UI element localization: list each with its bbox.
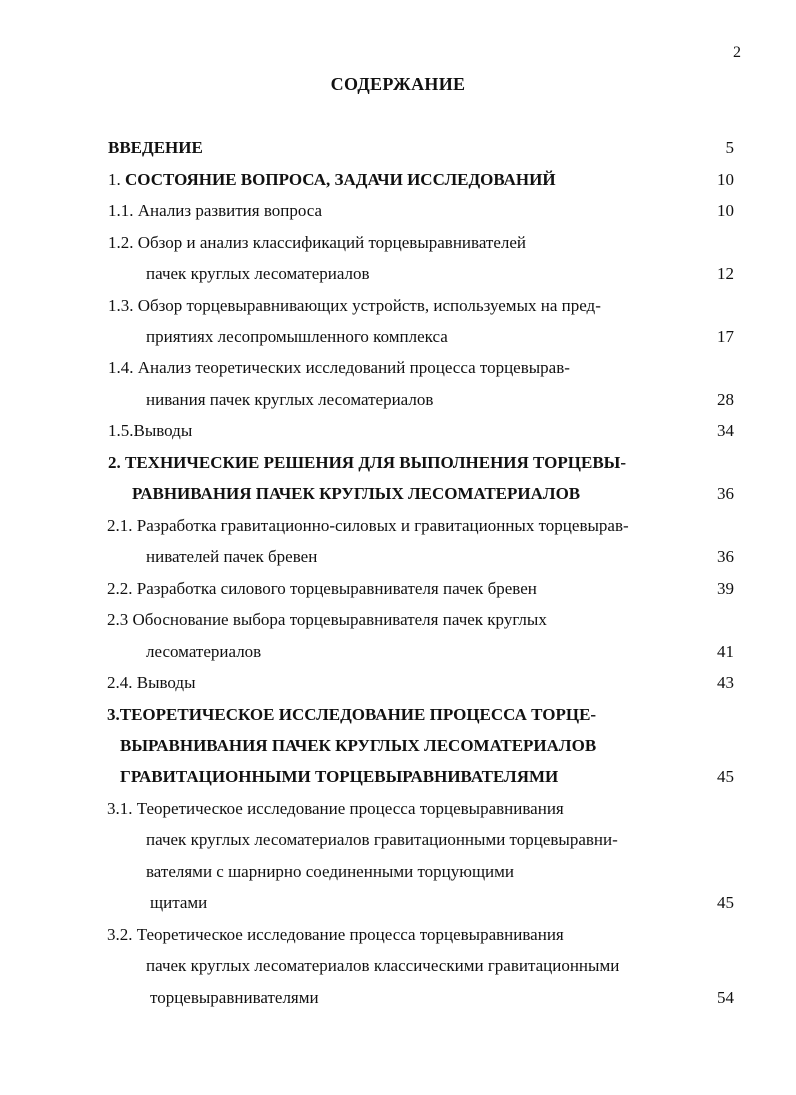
toc-entry: [0, 390, 796, 412]
toc-entry: [0, 642, 796, 664]
toc-entry-text: 1.2. Обзор и анализ классификаций торцевыравнивателей: [108, 233, 527, 252]
toc-entry-page: 5: [725, 138, 734, 157]
toc-entry-page: 41: [717, 642, 734, 661]
toc-entry: [0, 893, 796, 915]
toc-entry-text: 2.3 Обоснование выбора торцевыравнивателя пачек круглых: [107, 610, 547, 629]
toc-entry-page: 39: [717, 579, 734, 598]
toc-entry: [0, 988, 796, 1010]
toc-entry-text: 1.3. Обзор торцевыравнивающих устройств, используемых на пред-: [108, 296, 601, 315]
toc-entry-page: 34: [717, 421, 734, 440]
toc-entry: [0, 138, 796, 160]
toc-entry-text: 3.ТЕОРЕТИЧЕСКОЕ ИССЛЕДОВАНИЕ ПРОЦЕССА ТОРЦЕ-: [107, 705, 597, 724]
toc-entry-text: ВЫРАВНИВАНИЯ ПАЧЕК КРУГЛЫХ ЛЕСОМАТЕРИАЛОВ: [120, 736, 597, 755]
toc-entry: [0, 327, 796, 349]
toc-entry: [0, 830, 796, 852]
toc-entry-page: 10: [717, 170, 734, 189]
toc-entry-text: приятиях лесопромышленного комплекса: [146, 327, 448, 346]
toc-entry-page: 45: [717, 767, 734, 786]
toc-entry-text: 1.4. Анализ теоретических исследований процесса торцевырав-: [108, 358, 570, 377]
toc-entry: [0, 201, 796, 223]
toc-entry: [0, 862, 796, 884]
toc-entry-page: 28: [717, 390, 734, 409]
toc-entry: [0, 673, 796, 695]
toc-entry: [0, 170, 796, 192]
page-title: СОДЕРЖАНИЕ: [330, 74, 466, 94]
toc-entry-page: 17: [717, 327, 734, 346]
toc-entry-page: 36: [717, 484, 734, 503]
toc-entry-text: пачек круглых лесоматериалов классическими гравитационными: [146, 956, 620, 975]
toc-entry-number: 1.: [108, 170, 125, 189]
toc-entry-page: 54: [717, 988, 734, 1007]
toc-entry-page: 12: [717, 264, 734, 283]
toc-entry: [0, 453, 796, 475]
toc-entry: [0, 767, 796, 789]
toc-entry-text: 2.2. Разработка силового торцевыравнивателя пачек бревен: [107, 579, 537, 598]
toc-entry: [0, 421, 796, 443]
toc-entry-text: 1.1. Анализ развития вопроса: [108, 201, 323, 220]
toc-entry: [0, 799, 796, 821]
toc-entry-page: 45: [717, 893, 734, 912]
toc-entry-page: 10: [717, 201, 734, 220]
toc-entry-heading: СОСТОЯНИЕ ВОПРОСА, ЗАДАЧИ ИССЛЕДОВАНИЙ: [125, 170, 556, 189]
toc-entry: [0, 579, 796, 601]
toc-entry-text: 1.5.Выводы: [108, 421, 193, 440]
toc-entry: [0, 736, 796, 758]
toc-entry-text: вателями с шарнирно соединенными торцующими: [146, 862, 514, 881]
toc-entry-text: пачек круглых лесоматериалов гравитационными торцевыравни-: [146, 830, 618, 849]
toc-entry-text: 2.4. Выводы: [107, 673, 196, 692]
toc-entry: [0, 705, 796, 727]
toc-entry-text: [108, 170, 556, 190]
toc-entry-text: нивания пачек круглых лесоматериалов: [146, 390, 434, 409]
toc-entry-text: лесоматериалов: [146, 642, 262, 661]
toc-entry-page: 36: [717, 547, 734, 566]
toc-entry: [0, 925, 796, 947]
toc-entry: [0, 264, 796, 286]
toc-entry: [0, 484, 796, 506]
toc-entry: [0, 610, 796, 632]
toc-entry-page: 43: [717, 673, 734, 692]
toc-entry-text: торцевыравнивателями: [150, 988, 319, 1007]
toc-entry: [0, 516, 796, 538]
toc-entry-text: ГРАВИТАЦИОННЫМИ ТОРЦЕВЫРАВНИВАТЕЛЯМИ: [120, 767, 559, 786]
toc-entry-text: ВВЕДЕНИЕ: [108, 138, 203, 157]
toc-entry-text: щитами: [150, 893, 208, 912]
toc-entry-text: 2. ТЕХНИЧЕСКИЕ РЕШЕНИЯ ДЛЯ ВЫПОЛНЕНИЯ ТОРЦЕВЫ-: [108, 453, 627, 472]
toc-entry-text: 3.2. Теоретическое исследование процесса торцевыравнивания: [107, 925, 564, 944]
toc-entry-text: РАВНИВАНИЯ ПАЧЕК КРУГЛЫХ ЛЕСОМАТЕРИАЛОВ: [132, 484, 581, 503]
toc-entry-text: пачек круглых лесоматериалов: [146, 264, 370, 283]
toc-entry: [0, 547, 796, 569]
toc-entry: [0, 956, 796, 978]
toc-entry: [0, 233, 796, 255]
toc-entry-text: нивателей пачек бревен: [146, 547, 318, 566]
page-number: 2: [733, 44, 741, 61]
toc-entry-text: 2.1. Разработка гравитационно-силовых и гравитационных торцевырав-: [107, 516, 629, 535]
toc-entry: [0, 296, 796, 318]
toc-entry: [0, 358, 796, 380]
toc-entry-text: 3.1. Теоретическое исследование процесса торцевыравнивания: [107, 799, 564, 818]
